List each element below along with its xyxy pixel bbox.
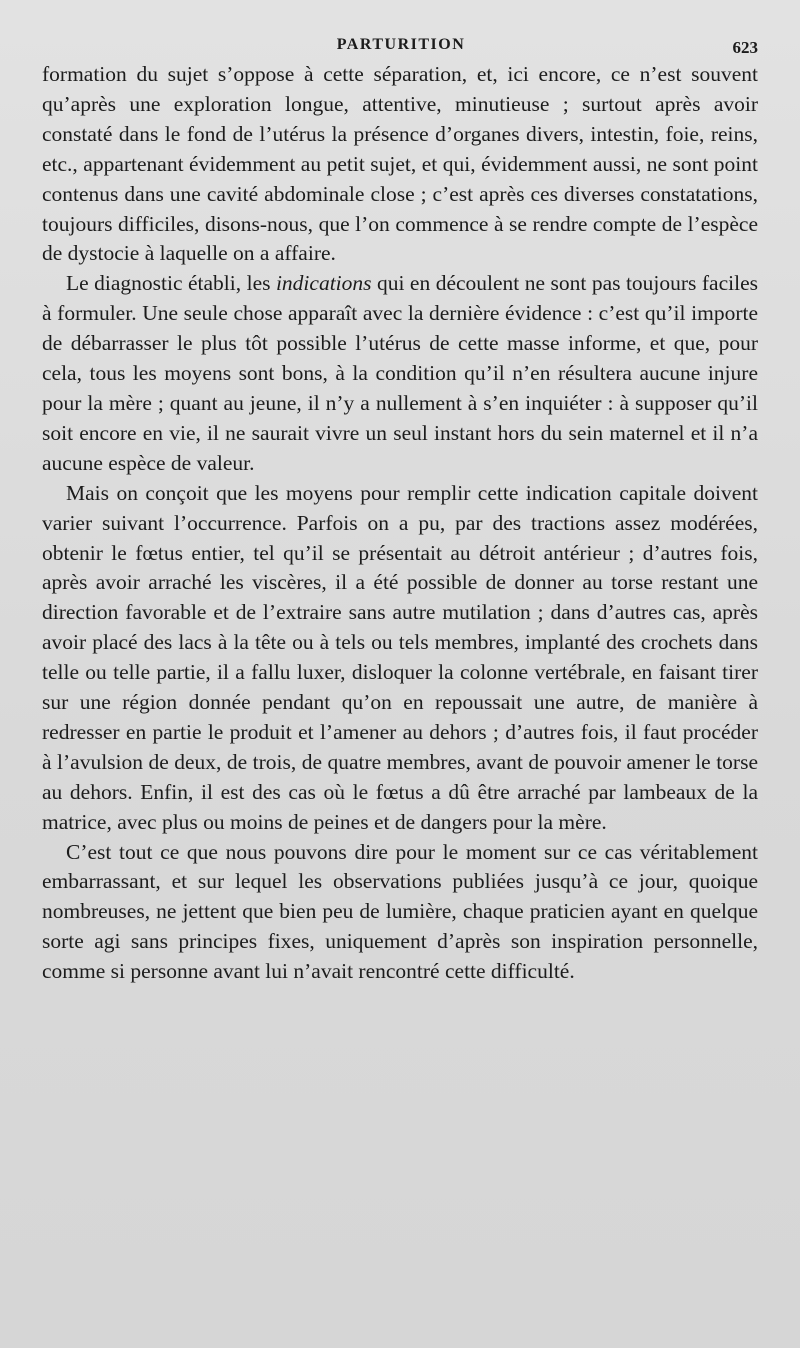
paragraph-diagnostic-rest: qui en découlent ne sont pas toujours faciles à formuler. Une seule chose apparaît avec la dernière évidence : c’est qu’il importe de débarrasser le plus tôt possible l’utérus de cette masse informe, et que, pour cela, tous les moyens sont bons, à la condition qu’il n’en résultera aucune injure pour la mère ; quant au jeune, il n’y a nullement à s’en inquiéter : à supposer qu’il soit encore en vie, il ne saurait vivre un seul instant hors du sein maternel et il n’a aucune espèce de valeur. <box>42 271 758 475</box>
paragraph-continuation: formation du sujet s’oppose à cette séparation, et, ici encore, ce n’est souvent qu’après une exploration longue, attentive, minutieuse ; surtout après avoir constaté dans le fond de l’utérus la présence d’organes divers, intestin, foie, reins, etc., appartenant évidemment au petit sujet, et qui, évidemment aussi, ne sont point contenus dans une cavité abdominale close ; c’est après ces diverses constatations, toujours difficiles, disons-nous, que l’on commence à se rendre compte de l’espèce de dystocie à laquelle on a affaire. <box>42 62 758 266</box>
page-number: 623 <box>732 38 758 57</box>
italic-term-indications: indications <box>275 271 372 296</box>
paragraph-moyens: Mais on conçoit que les moyens pour remplir cette indication capitale doivent varier suivant l’occurrence. Parfois on a pu, par des tractions assez modérées, obtenir le fœtus entier, tel qu’il se présentait au détroit antérieur ; d’autres fois, après avoir arraché les viscères, il a été possible de donner au torse restant une direction favorable et de l’extraire sans autre mutilation ; dans d’autres cas, après avoir placé des lacs à la tête ou à tels ou tels membres, implanté des crochets dans telle ou telle partie, il a fallu luxer, disloquer la colonne vertébrale, en faisant tirer sur une région donnée pendant qu’on en repoussait une autre, de manière à redresser en partie le produit et l’amener au dehors ; d’autres fois, il faut procéder à l’avulsion de deux, de trois, de quatre membres, avant de pouvoir amener le torse au dehors. Enfin, il est des cas où le fœtus a dû être arraché par lambeaux de la matrice, avec plus ou moins de peines et de dangers pour la mère. <box>42 480 758 834</box>
paragraph-conclusion: C’est tout ce que nous pouvons dire pour le moment sur ce cas véritablement embarrassant, et sur lequel les observations publiées jusqu’à ce jour, quoique nombreuses, ne jettent que bien peu de lumière, chaque praticien ayant en quelque sorte agi sans principes fixes, uniquement d’après son inspiration personnelle, comme si personne avant lui n’avait rencontré cette difficulté. <box>42 839 758 984</box>
paragraph-diagnostic <box>42 269 758 478</box>
body-text <box>42 60 758 987</box>
running-head <box>42 30 760 60</box>
running-title: PARTURITION <box>336 36 466 53</box>
paragraph-diagnostic-opening: Le diagnostic établi, les <box>66 271 276 296</box>
